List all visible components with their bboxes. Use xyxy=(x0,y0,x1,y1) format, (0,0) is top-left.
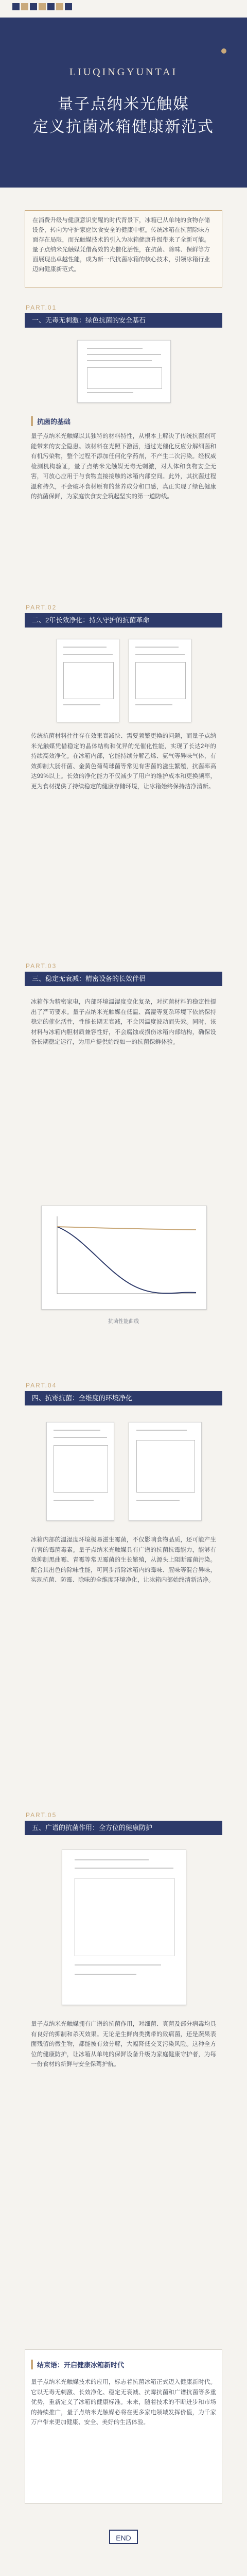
chart-image xyxy=(41,1206,207,1310)
end-marker: END xyxy=(109,2530,138,2544)
section-body: 量子点纳米光触媒以其独特的材料特性，从根本上解决了传统抗菌剂可能带来的安全隐患。该材料在光照下激活，通过光催化反应分解细菌和有机污染物，整个过程不添加任何化学药剂，不产生二次污染。经权威检测机构验证，量子点纳米光触媒无毒无刺激，对人体和食物安全无害，可放心应用于与食物直接接触的冰箱内部空间。此外，其抗菌过程温和持久，不会破坏食材原有的营养成分和口感，真正实现了绿色健康的抗菌保鲜，为家庭饮食安全筑起坚实的第一道防线。 xyxy=(31,433,216,500)
header-banner xyxy=(0,18,247,188)
page-title-line2: 定义抗菌冰箱健康新范式 xyxy=(33,118,214,135)
part-label: PART.04 xyxy=(26,1382,57,1389)
decorative-dot xyxy=(221,48,226,54)
conclusion-title: 结束语：开启健康冰箱新时代 xyxy=(31,2360,124,2369)
conclusion-body: 量子点纳米光触媒技术的应用，标志着抗菌冰箱正式迈入健康新时代。它以无毒无刺激、长效净化、稳定无衰减、抗霉抗菌和广谱抗菌等多重优势，重新定义了冰箱的健康标准。未来，随着技术的不断进步和市场的持续推广，量子点纳米光触媒必将在更多家电领域发挥价值，为千家万户带来更加健康、安全、美好的生活体验。 xyxy=(31,2379,216,2426)
section-title: 三、稳定无衰减：精密设备的长效伴侣 xyxy=(25,972,222,986)
page-title-line1: 量子点纳米光触媒 xyxy=(58,96,189,113)
section-title: 二、2年长效净化：持久守护的抗菌革命 xyxy=(25,613,222,628)
part-label: PART.01 xyxy=(26,304,57,311)
top-strip xyxy=(0,0,247,18)
report-image xyxy=(129,1422,202,1521)
intro-box: 在消费升级与健康意识觉醒的时代背景下，冰箱已从单纯的食物存储设备，转向为守护家庭饮食安全的健康中枢。传统冰箱在抗菌除味方面存在局限，而光触媒技术的引入为冰箱健康升级带来了全新可能。量子点纳米光触媒凭借高效的光催化活性，在抗菌、除味、保鲜等方面展现出卓越性能，成为新一代抗菌冰箱的核心技术，引领冰箱行业迈向健康新范式。 xyxy=(25,210,222,287)
report-image xyxy=(57,639,119,722)
section-body: 传统抗菌材料往往存在效果衰减快、需要频繁更换的问题，而量子点纳米光触媒凭借稳定的晶体结构和优异的光催化性能，实现了长达2年的持续高效净化。在冰箱内部，它能持续分解乙烯、氨气等异味气体，有效抑制大肠杆菌、金黄色葡萄球菌等常见有害菌的滋生繁殖，抗菌率高达99%以上。长效的净化能力不仅减少了用户的维护成本和更换频率，更为食材提供了持续稳定的健康存储环境，让冰箱始终保持洁净清新。 xyxy=(31,733,216,790)
section-body: 冰箱作为精密家电，内部环境温湿度变化复杂，对抗菌材料的稳定性提出了严苛要求。量子点纳米光触媒在低温、高湿等复杂环境下依然保持稳定的催化活性，性能长期无衰减，不会因温度波动而失效。同时，该材料与冰箱内胆材质兼容性好，不会腐蚀或损伤冰箱内部结构，确保设备长期稳定运行，为用户提供始终如一的抗菌保鲜体验。 xyxy=(31,999,216,1045)
report-image xyxy=(77,340,171,403)
figure-caption: 抗菌性能曲线 xyxy=(108,1319,139,1325)
report-image xyxy=(46,1422,114,1521)
part-label: PART.05 xyxy=(26,1811,57,1819)
report-image xyxy=(62,1850,186,2005)
report-image xyxy=(129,639,191,722)
brand-wordmark: LIUQINGYUNTAI xyxy=(69,66,178,78)
part-label: PART.02 xyxy=(26,604,57,611)
decorative-dots xyxy=(12,3,72,10)
subsection-label: 抗菌的基础 xyxy=(31,416,70,426)
part-label: PART.03 xyxy=(26,962,57,970)
decay-chart xyxy=(42,1206,206,1309)
section-body: 冰箱内部的温湿度环境极易滋生霉菌，不仅影响食物品质，还可能产生有害的霉菌毒素。量子点纳米光触媒具有广谱的抗菌抗霉能力，能够有效抑制黑曲霉、青霉等常见霉菌的生长繁殖，从源头上阻断霉菌污染。配合其出色的除味性能，可同步消除冰箱内的霉味、腥味等混合异味，实现抗菌、防霉、除味的全维度环境净化，让冰箱内部始终清新洁净。 xyxy=(31,1537,216,1583)
section-title: 一、无毒无刺激：绿色抗菌的安全基石 xyxy=(25,313,222,328)
section-title: 五、广谱的抗菌作用：全方位的健康防护 xyxy=(25,1821,222,1835)
section-body: 量子点纳米光触媒拥有广谱的抗菌作用，对细菌、真菌及部分病毒均具有良好的抑制和杀灭效果。无论是生鲜肉类携带的致病菌，还是蔬果表面残留的微生物，都能被有效分解，大幅降低交叉污染风险。这种全方位的健康防护，让冰箱从单纯的保鲜设备升级为家庭健康守护者，为每一份食材的新鲜与安全保驾护航。 xyxy=(31,2021,216,2067)
section-title: 四、抗霉抗菌：全维度的环境净化 xyxy=(25,1391,222,1405)
